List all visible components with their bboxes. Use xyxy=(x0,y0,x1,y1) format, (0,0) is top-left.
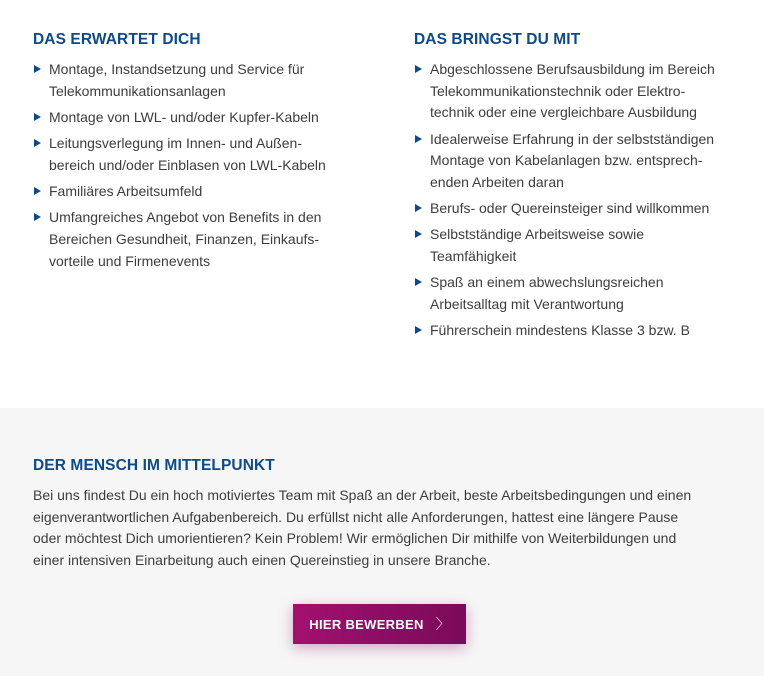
list-item-line: vorteile und Firmenevents xyxy=(49,252,211,269)
people-paragraph xyxy=(33,485,723,572)
list-item xyxy=(33,133,363,176)
paragraph-line: oder möchtest Dich umorientieren? Kein Problem! Wir ermöglichen Dir mithilfe von Weiterbildungen und xyxy=(33,530,677,547)
triangle-bullet-icon xyxy=(415,278,422,286)
list-item-line: Montage von Kabelanlagen bzw. entsprech- xyxy=(430,152,703,169)
list-item-line: Führerschein mindestens Klasse 3 bzw. B xyxy=(430,322,690,339)
triangle-bullet-icon xyxy=(415,204,422,212)
list-item-line: bereich und/oder Einblasen von LWL-Kabeln xyxy=(49,156,326,173)
list-item xyxy=(414,272,754,315)
people-section xyxy=(0,408,764,676)
list-item-line: Montage, Instandsetzung und Service für xyxy=(49,61,305,77)
paragraph-line: einer intensiven Einarbeitung auch einen Quereinstieg in unsere Branche. xyxy=(33,552,491,569)
list-item-line: Spaß an einem abwechslungsreichen xyxy=(430,274,664,291)
list-item-line: Umfangreiches Angebot von Benefits in den xyxy=(49,209,322,226)
list-item-line: Berufs- oder Quereinsteiger sind willkommen xyxy=(430,200,710,217)
list-item-line: Arbeitsalltag mit Verantwortung xyxy=(430,296,624,313)
triangle-bullet-icon xyxy=(34,113,41,121)
list-item-line: Telekommunikationstechnik oder Elektro- xyxy=(430,82,686,99)
list-item-line: Leitungsverlegung im Innen- und Außen- xyxy=(49,135,302,152)
list-item xyxy=(414,320,754,342)
list-item-line: technik oder eine vergleichbare Ausbildung xyxy=(430,104,697,121)
triangle-bullet-icon xyxy=(34,213,41,221)
list-item-line: Montage von LWL- und/oder Kupfer-Kabeln xyxy=(49,108,319,125)
triangle-bullet-icon xyxy=(415,65,422,73)
list-item-line: Abgeschlossene Berufsausbildung im Bereich xyxy=(430,61,715,77)
expectations-list xyxy=(33,59,363,272)
requirements-column xyxy=(414,30,754,346)
list-item-line: Idealerweise Erfahrung in der selbstständigen xyxy=(430,130,715,147)
people-heading: DER MENSCH IM MITTELPUNKT xyxy=(33,457,275,474)
list-item xyxy=(414,198,754,220)
triangle-bullet-icon xyxy=(415,326,422,334)
list-item xyxy=(33,181,363,203)
list-item xyxy=(414,129,754,194)
list-item-line: Selbstständige Arbeitsweise sowie xyxy=(430,226,645,243)
chevron-right-icon: 〉 xyxy=(435,617,450,633)
list-item-line: Familiäres Arbeitsumfeld xyxy=(49,183,203,200)
list-item xyxy=(33,207,363,272)
expectations-heading: DAS ERWARTET DICH xyxy=(33,31,201,48)
triangle-bullet-icon xyxy=(34,65,41,73)
list-item xyxy=(414,59,754,124)
list-item xyxy=(33,107,363,129)
list-item-line: Teamfähigkeit xyxy=(430,248,517,265)
list-item xyxy=(33,59,363,102)
triangle-bullet-icon xyxy=(34,139,41,147)
list-item-line: Bereichen Gesundheit, Finanzen, Einkaufs- xyxy=(49,230,320,247)
expectations-column xyxy=(33,30,363,277)
list-item-line: enden Arbeiten daran xyxy=(430,174,564,191)
paragraph-line: Bei uns findest Du ein hoch motiviertes Team mit Spaß an der Arbeit, beste Arbeitsbedingungen und einen xyxy=(33,487,692,503)
apply-button-label: HIER BEWERBEN xyxy=(309,616,424,632)
list-item-line: Telekommunikationsanlagen xyxy=(49,82,226,99)
requirements-list xyxy=(414,59,754,342)
triangle-bullet-icon xyxy=(415,230,422,238)
apply-button[interactable] xyxy=(293,604,466,644)
triangle-bullet-icon xyxy=(415,135,422,143)
paragraph-line: eigenverantwortlichen Aufgabenbereich. Du erfüllst nicht alle Anforderungen, hattest eine längere Pause xyxy=(33,508,679,525)
triangle-bullet-icon xyxy=(34,187,41,195)
list-item xyxy=(414,224,754,267)
requirements-heading: DAS BRINGST DU MIT xyxy=(414,31,581,48)
